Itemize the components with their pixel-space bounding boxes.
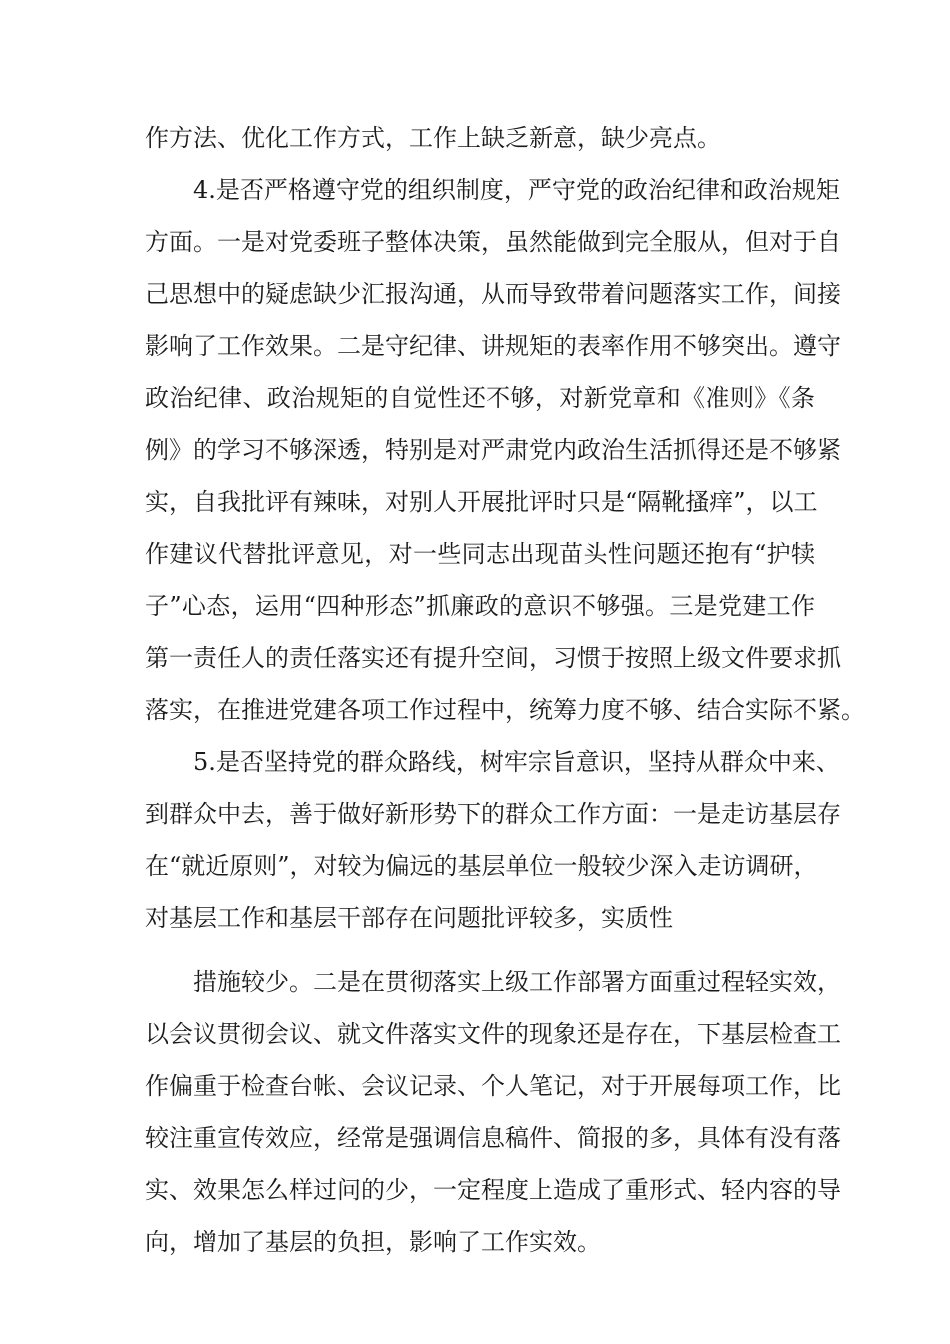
text-line: 方面。一是对党委班子整体决策，虽然能做到完全服从，但对于自 [145,228,841,256]
text-line: 第一责任人的责任落实还有提升空间，习惯于按照上级文件要求抓 [145,644,841,672]
text-line: 较注重宣传效应，经常是强调信息稿件、简报的多，具体有没有落 [145,1124,841,1152]
text-line: 5.是否坚持党的群众路线，树牢宗旨意识，坚持从群众中来、 [193,748,840,776]
text-line: 作偏重于检查台帐、会议记录、个人笔记，对于开展每项工作，比 [145,1072,841,1100]
text-line: 政治纪律、政治规矩的自觉性还不够，对新党章和《准则》《条 [145,384,815,412]
text-line: 向，增加了基层的负担，影响了工作实效。 [145,1228,601,1256]
text-line: 子”心态，运用“四种形态”抓廉政的意识不够强。三是党建工作 [145,592,815,620]
text-line: 4.是否严格遵守党的组织制度，严守党的政治纪律和政治规矩 [193,176,840,204]
text-line: 作方法、优化工作方式，工作上缺乏新意，缺少亮点。 [145,124,721,152]
text-line: 影响了工作效果。二是守纪律、讲规矩的表率作用不够突出。遵守 [145,332,841,360]
text-line: 落实，在推进党建各项工作过程中，统筹力度不够、结合实际不紧。 [145,696,865,724]
text-line: 对基层工作和基层干部存在问题批评较多，实质性 [145,904,673,932]
text-line: 以会议贯彻会议、就文件落实文件的现象还是存在，下基层检查工 [145,1020,841,1048]
text-line: 例》的学习不够深透，特别是对严肃党内政治生活抓得还是不够紧 [145,436,841,464]
text-line: 到群众中去，善于做好新形势下的群众工作方面：一是走访基层存 [145,800,841,828]
text-line: 己思想中的疑虑缺少汇报沟通，从而导致带着问题落实工作，间接 [145,280,841,308]
text-line: 在“就近原则”，对较为偏远的基层单位一般较少深入走访调研， [145,852,818,880]
text-line: 实，自我批评有辣味，对别人开展批评时只是“隔靴搔痒”，以工 [145,488,818,516]
text-line: 作建议代替批评意见，对一些同志出现苗头性问题还抱有“护犊 [145,540,815,568]
text-line: 实、效果怎么样过问的少，一定程度上造成了重形式、轻内容的导 [145,1176,841,1204]
text-line: 措施较少。二是在贯彻落实上级工作部署方面重过程轻实效， [193,968,841,996]
